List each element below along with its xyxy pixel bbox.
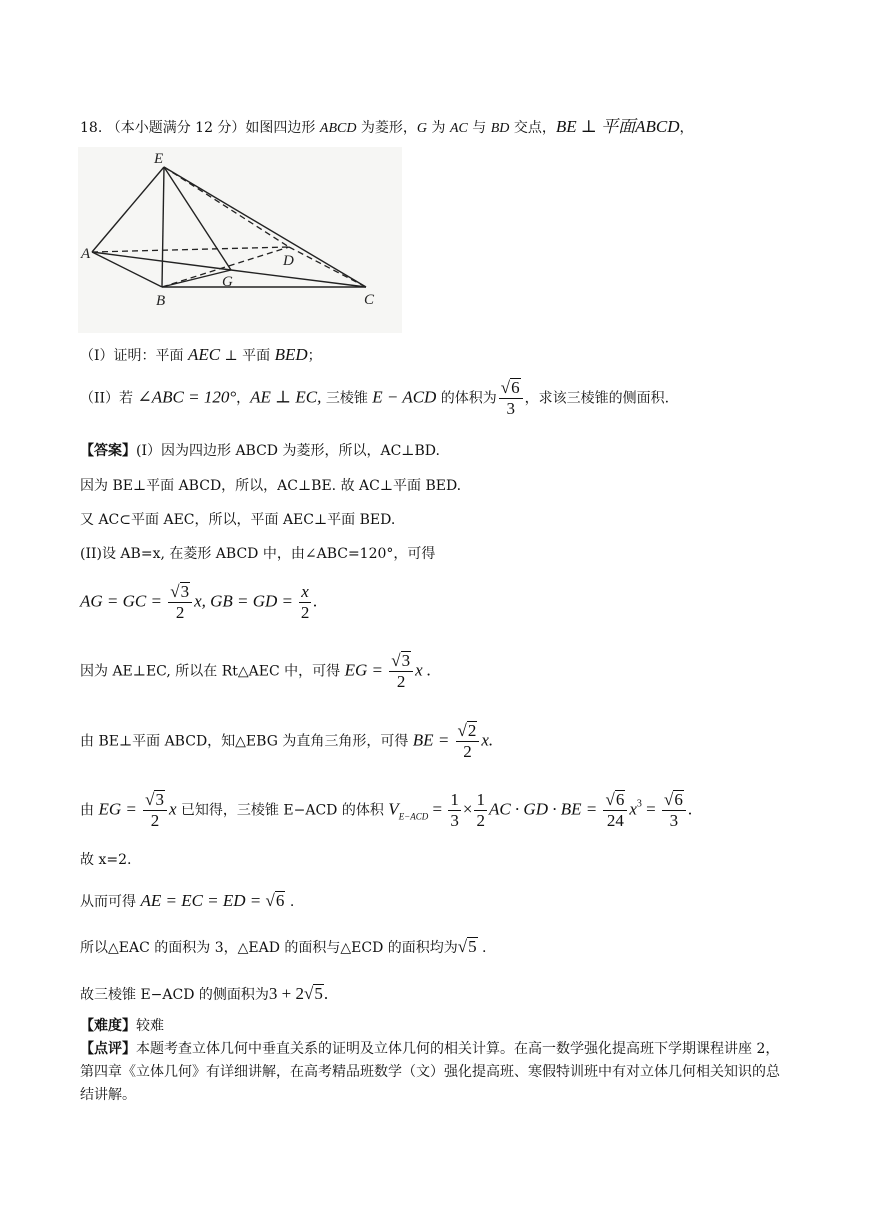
- l10-text: 所以△EAC 的面积为 3，△EAD 的面积与△ECD 的面积均为: [80, 940, 458, 956]
- label-e: E: [154, 151, 164, 167]
- eq1-num: 3: [180, 582, 190, 601]
- l7-frac1: [448, 790, 461, 831]
- l7-vsub: E−ACD: [398, 811, 429, 822]
- problem-intro-e: 交点，: [509, 120, 556, 136]
- answer-line-8: 故 x=2.: [80, 852, 132, 868]
- l7-c: 已知得，三棱锥 E−ACD 的体积: [176, 802, 389, 819]
- comment-text: 本题考查立体几何中垂直关系的证明及立体几何的相关计算。在高一数学强化提高班下学期课程讲座 2，第四章《立体几何》有详细讲解，在高考精品班数学（文）强化提高班、寒假特训班中有对立体几何相关知识的总结讲解。: [80, 1041, 780, 1103]
- part1-mid: ⊥ 平面: [220, 348, 275, 364]
- difficulty-tag: 【难度】: [80, 1018, 136, 1034]
- l6-eq: BE =: [412, 730, 454, 750]
- l10-end: .: [477, 940, 487, 956]
- answer-tag: 【答案】: [80, 443, 136, 459]
- l6-text: 由 BE⊥平面 ABCD，知△EBG 为直角三角形，可得: [80, 733, 413, 750]
- part2-comma: ，: [236, 390, 251, 407]
- l6-end: x.: [481, 730, 494, 750]
- l6-num: 2: [467, 721, 477, 740]
- volume-den: 3: [506, 399, 515, 418]
- part-1: [80, 345, 322, 366]
- l7-frac0: $\frac{√3}{2}$: [143, 790, 167, 831]
- part2-mid: 三棱锥: [321, 390, 373, 407]
- problem-intro-c: 为: [427, 120, 450, 136]
- math-aec: AEC: [187, 345, 221, 364]
- l7-times: ×: [462, 799, 473, 819]
- l7-f2n: 1: [476, 790, 485, 809]
- l9-text: 从而可得: [80, 894, 141, 910]
- l7-f3d: 24: [606, 811, 624, 830]
- problem-intro-b: 为菱形，: [356, 120, 417, 136]
- eq1-den2: 2: [300, 603, 310, 622]
- label-b: B: [156, 293, 166, 309]
- l7-eq: =: [428, 799, 447, 819]
- answer-l1: (I）因为四边形 ABCD 为菱形，所以，AC⊥BD.: [136, 443, 440, 459]
- math-abcd: ABCD: [319, 121, 357, 136]
- l6-frac: $\frac{√2}{2}$: [456, 721, 480, 762]
- math-angle: ∠ABC = 120°: [137, 387, 237, 407]
- l7-b: x: [168, 799, 177, 819]
- l7-den: 2: [150, 811, 160, 830]
- answer-line-1: [80, 441, 440, 461]
- l5-num: 3: [401, 651, 411, 670]
- part2-suffix: ，求该三棱锥的侧面积.: [524, 390, 670, 407]
- math-perp: AE ⊥ EC,: [250, 387, 322, 407]
- answer-line-11: 故三棱锥 E−ACD 的侧面积为3 + 2√5.: [80, 984, 329, 1003]
- eq1-den: 2: [175, 603, 185, 622]
- l7-x: x: [629, 799, 637, 819]
- l7-end: .: [687, 799, 693, 819]
- l7-num: 3: [155, 790, 164, 809]
- difficulty-value: 较难: [136, 1018, 164, 1034]
- difficulty-line: [80, 1016, 164, 1036]
- answer-line-6: [80, 721, 493, 762]
- pyramid-figure: [78, 147, 402, 333]
- l7-eg: EG =: [98, 799, 142, 819]
- label-g: G: [222, 274, 233, 290]
- math-g: G: [416, 121, 428, 136]
- answer-line-5: [80, 651, 431, 692]
- l11-eq: 3 + 2: [268, 984, 304, 1003]
- label-c: C: [364, 292, 375, 308]
- part-2: [80, 378, 669, 419]
- l9-rad: 6: [275, 891, 285, 910]
- eq1-num2: x: [301, 582, 309, 601]
- l9-eq: AE = EC = ED =: [140, 891, 266, 910]
- part1-prefix: （I）证明：平面: [80, 348, 188, 364]
- l7-f1d: 3: [450, 811, 459, 830]
- pyramid-diagram: [78, 147, 402, 333]
- eq1-frac: $\frac{√3}{2}$: [168, 582, 192, 623]
- l5-text: 因为 AE⊥EC, 所以在 Rt△AEC 中，可得: [80, 663, 345, 680]
- l10-rad: 5: [468, 937, 477, 956]
- l7-f4n: 6: [674, 790, 683, 809]
- l7-f3n: 6: [615, 790, 625, 809]
- l7-f1n: 1: [450, 790, 459, 809]
- math-tet: E − ACD: [372, 387, 437, 407]
- l11-text: 故三棱锥 E−ACD 的侧面积为: [80, 987, 269, 1003]
- l7-frac4: $\frac{√6}{3}$: [662, 790, 686, 831]
- l5-frac: $\frac{√3}{2}$: [389, 651, 413, 692]
- l7-prod: AC · GD · BE =: [488, 799, 602, 819]
- l11-rad: 5: [314, 984, 323, 1003]
- problem-header: [80, 117, 694, 139]
- l5-end: x .: [415, 660, 432, 680]
- l7-frac3: $\frac{√6}{24}$: [603, 790, 627, 831]
- eq1-frac2: [299, 582, 311, 623]
- comment-paragraph: [80, 1038, 792, 1107]
- answer-line-9: 从而可得 AE = EC = ED = √6 .: [80, 891, 295, 910]
- eq1-a: AG = GC =: [80, 591, 167, 611]
- answer-line-10: 所以△EAC 的面积为 3，△EAD 的面积与△ECD 的面积均为√5 .: [80, 937, 487, 956]
- answer-line-7: [80, 790, 692, 831]
- eq1-b: x, GB = GD =: [194, 591, 298, 611]
- l9-end: .: [285, 894, 295, 910]
- l7-v: V: [388, 799, 399, 819]
- l7-frac2: [474, 790, 487, 831]
- l7-eq2: =: [641, 799, 660, 819]
- volume-fraction: $\frac{√6}{3}$: [499, 378, 523, 419]
- math-condition: BE ⊥ 平面ABCD: [555, 117, 680, 136]
- l7-a: 由: [80, 802, 99, 819]
- problem-intro-a: （本小题满分 12 分）如图四边形: [106, 120, 320, 136]
- math-bd: BD: [490, 121, 510, 136]
- problem-number: 18.: [80, 120, 103, 136]
- math-bed: BED: [274, 345, 308, 364]
- l6-den: 2: [463, 742, 472, 761]
- part2-prefix: （II）若: [80, 390, 138, 407]
- eq1-end: .: [312, 591, 318, 611]
- l5-eq: EG =: [344, 660, 388, 680]
- comment-tag: 【点评】: [80, 1041, 136, 1057]
- problem-intro-d: 与: [467, 120, 491, 136]
- answer-line-3: 又 AC⊂平面 AEC，所以，平面 AEC⊥平面 BED.: [80, 512, 396, 528]
- answer-line-4: (II)设 AB=x, 在菱形 ABCD 中，由∠ABC=120°，可得: [80, 546, 436, 562]
- l5-den: 2: [396, 672, 406, 691]
- answer-line-2: 因为 BE⊥平面 ABCD，所以，AC⊥BE. 故 AC⊥平面 BED.: [80, 478, 462, 494]
- problem-comma: ，: [679, 120, 694, 136]
- equation-ag-gc: [80, 582, 317, 623]
- part1-suffix: ；: [307, 348, 322, 364]
- label-d: D: [283, 253, 294, 269]
- math-ac: AC: [449, 121, 468, 136]
- part2-mid2: 的体积为: [436, 390, 497, 407]
- l7-f4d: 3: [669, 811, 679, 830]
- volume-num: 6: [511, 378, 520, 397]
- l11-end: .: [323, 984, 329, 1003]
- label-a: A: [81, 246, 91, 262]
- l7-f2d: 2: [476, 811, 485, 830]
- l7-cube: 3: [636, 798, 642, 810]
